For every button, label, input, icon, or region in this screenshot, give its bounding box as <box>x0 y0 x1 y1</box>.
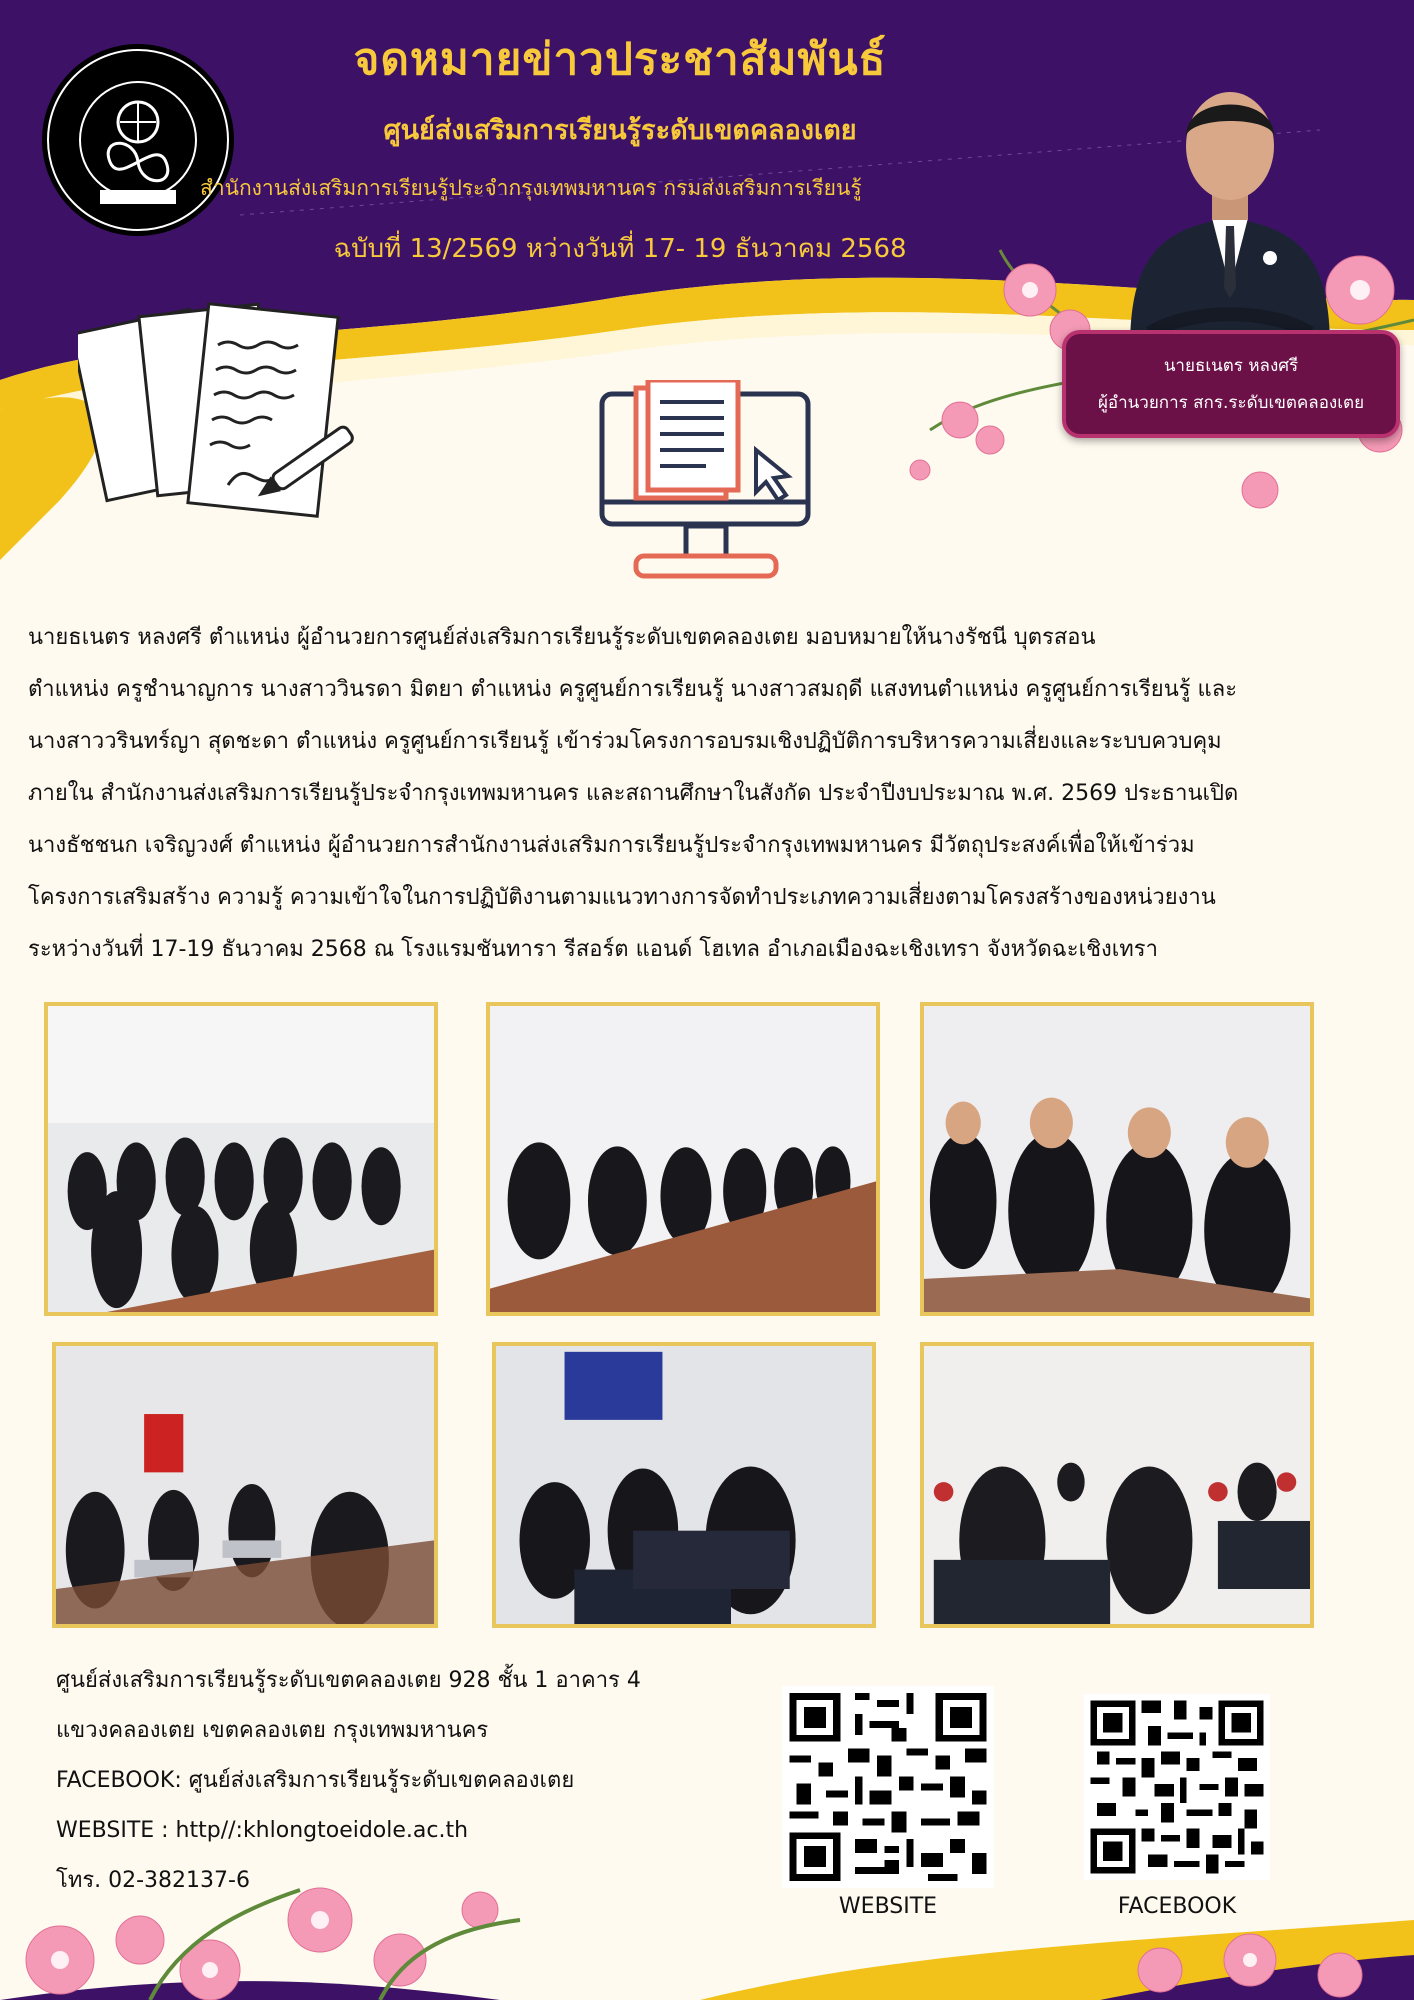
facebook-qr-label: FACEBOOK <box>1117 1894 1237 1919</box>
body-line: นางสาววรินทร์ญา สุดชะดา ตำแหน่ง ครูศูนย์การเรียนรู้ เข้าร่วมโครงการอบรมเชิงปฏิบัติการบริหารความเสี่ยงและระบบควบคุม <box>28 729 1222 754</box>
body-line: ระหว่างวันที่ 17-19 ธันวาคม 2568 ณ โรงแรมชันทารา รีสอร์ต แอนด์ โฮเทล อำเภอเมืองฉะเชิงเทรา จังหวัดฉะเชิงเทรา <box>28 937 1158 962</box>
office-line: สำนักงานส่งเสริมการเรียนรู้ประจำกรุงเทพมหานคร กรมส่งเสริมการเรียนรู้ <box>200 176 862 200</box>
event-photo-2 <box>486 1002 880 1316</box>
website-qr-label: WEBSITE <box>838 1894 938 1919</box>
news-body-paragraph <box>28 612 1386 976</box>
department-seal-logo <box>40 42 236 238</box>
website-line: WEBSITE : http//:khlongtoeidole.ac.th <box>56 1818 469 1843</box>
documents-signing-illustration <box>78 290 378 540</box>
director-name: นายธเนตร หลงศรี <box>1163 356 1299 376</box>
director-position: ผู้อำนวยการ สกร.ระดับเขตคลองเตย <box>1097 393 1365 413</box>
event-photo-4 <box>52 1342 438 1628</box>
body-line: โครงการเสริมสร้าง ความรู้ ความเข้าใจในการปฏิบัติงานตามแนวทางการจัดทำประเภทความเสี่ยงตามโครงสร้างของหน่วยงาน <box>28 885 1216 910</box>
body-line: ภายใน สำนักงานส่งเสริมการเรียนรู้ประจำกรุงเทพมหานคร และสถานศึกษาในสังกัด ประจำปีงบประมาณ พ.ศ. 2569 ประธานเปิด <box>28 781 1239 806</box>
body-line: นายธเนตร หลงศรี ตำแหน่ง ผู้อำนวยการศูนย์ส่งเสริมการเรียนรู้ระดับเขตคลองเตย มอบหมายให้นางรัชนี บุตรสอน <box>28 625 1096 650</box>
director-name-box <box>1062 330 1400 438</box>
newsletter-title: จดหมายข่าวประชาสัมพันธ์ <box>353 34 887 85</box>
center-name-heading: ศูนย์ส่งเสริมการเรียนรู้ระดับเขตคลองเตย <box>383 115 857 146</box>
event-photo-1 <box>44 1002 438 1316</box>
computer-document-icon <box>596 380 818 600</box>
event-photo-3 <box>920 1002 1314 1316</box>
bottom-flowers-decoration <box>0 1860 1414 2000</box>
body-line: นางธัชชนก เจริญวงศ์ ตำแหน่ง ผู้อำนวยการสำนักงานส่งเสริมการเรียนรู้ประจำกรุงเทพมหานคร มีวัตถุประสงค์เพื่อให้เข้าร่วม <box>28 833 1195 858</box>
event-photo-5 <box>492 1342 876 1628</box>
issue-line: ฉบับที่ 13/2569 หว่างวันที่ 17- 19 ธันวาคม 2568 <box>333 234 907 264</box>
facebook-qr-code[interactable] <box>1084 1694 1270 1880</box>
phone-line: โทร. 02-382137-6 <box>56 1868 250 1893</box>
facebook-line: FACEBOOK: ศูนย์ส่งเสริมการเรียนรู้ระดับเขตคลองเตย <box>56 1768 575 1793</box>
website-qr-code[interactable] <box>782 1686 994 1888</box>
address-line-2: แขวงคลองเตย เขตคลองเตย กรุงเทพมหานคร <box>56 1718 489 1743</box>
event-photo-6 <box>920 1342 1314 1628</box>
body-line: ตำแหน่ง ครูชำนาญการ นางสาววินรดา มิตยา ตำแหน่ง ครูศูนย์การเรียนรู้ นางสาวสมฤดี แสงทนตำแหน่ง ครูศูนย์การเรียนรู้ และ <box>28 677 1238 702</box>
address-line-1: ศูนย์ส่งเสริมการเรียนรู้ระดับเขตคลองเตย 928 ชั้น 1 อาคาร 4 <box>56 1668 641 1693</box>
